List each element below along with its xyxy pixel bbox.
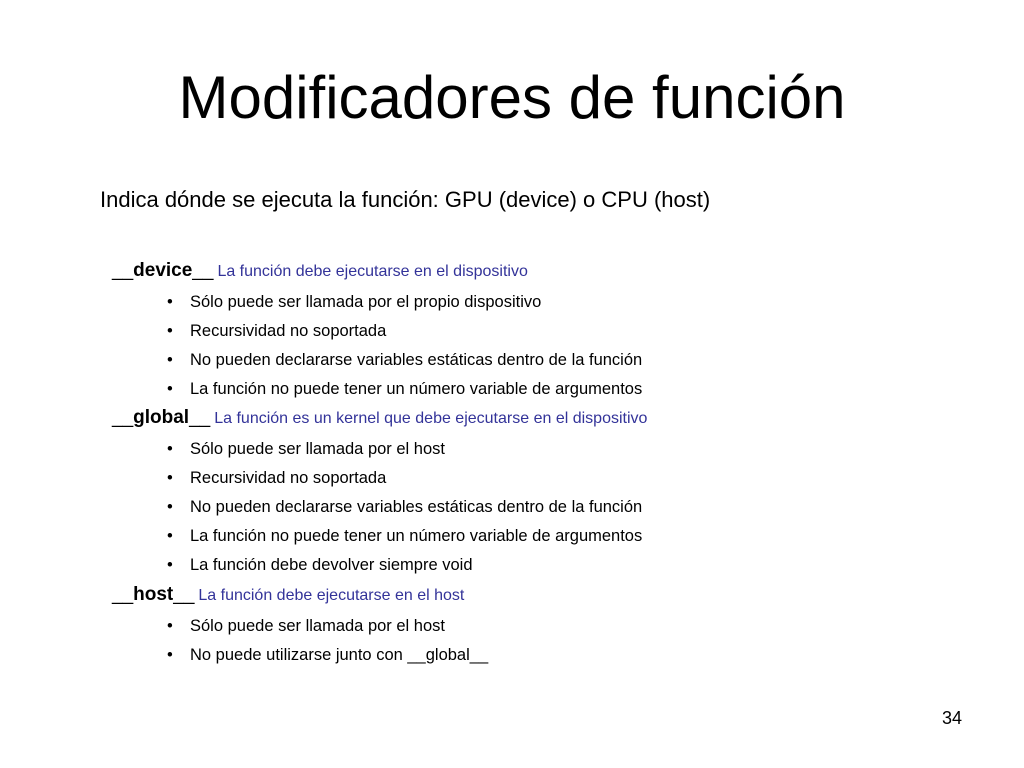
slide-title: Modificadores de función [178, 64, 846, 131]
bullet-icon: • [167, 646, 173, 664]
modifier-prefix: __ [112, 407, 134, 428]
modifier-global [112, 406, 647, 580]
list-item [112, 522, 647, 551]
modifier-name: device [133, 260, 193, 281]
modifier-suffix: __ [192, 260, 214, 281]
list-item [112, 464, 647, 493]
list-item [112, 375, 642, 404]
modifier-description: La función debe ejecutarse en el dispositivo [217, 263, 528, 280]
bullet-text: La función debe devolver siempre void [190, 556, 473, 574]
list-item [112, 612, 488, 641]
bullet-icon: • [167, 322, 173, 340]
modifier-suffix: __ [189, 407, 211, 428]
modifier-heading [112, 259, 642, 284]
page-number: 34 [941, 708, 962, 728]
list-item [112, 288, 642, 317]
bullet-text: Sólo puede ser llamada por el propio dispositivo [190, 293, 542, 311]
modifier-description: La función es un kernel que debe ejecutarse en el dispositivo [214, 410, 648, 427]
list-item [112, 317, 642, 346]
modifier-name: global [133, 407, 190, 428]
intro-text: Indica dónde se ejecuta la función: GPU (device) o CPU (host) [100, 187, 711, 212]
bullet-icon: • [167, 469, 173, 487]
list-item [112, 641, 488, 670]
bullet-icon: • [167, 617, 173, 635]
bullet-list [112, 288, 642, 404]
bullet-list [112, 612, 488, 670]
list-item [112, 435, 647, 464]
bullet-text: La función no puede tener un número variable de argumentos [190, 527, 643, 545]
bullet-text: No puede utilizarse junto con __global__ [190, 646, 489, 664]
bullet-icon: • [167, 440, 173, 458]
list-item [112, 346, 642, 375]
modifier-suffix: __ [173, 584, 195, 605]
modifier-description: La función debe ejecutarse en el host [198, 587, 465, 604]
bullet-text: Recursividad no soportada [190, 469, 387, 487]
list-item [112, 551, 647, 580]
modifier-heading [112, 406, 647, 431]
modifier-prefix: __ [112, 584, 134, 605]
modifier-name: host [133, 584, 174, 605]
bullet-text: La función no puede tener un número variable de argumentos [190, 380, 643, 398]
bullet-icon: • [167, 351, 173, 369]
bullet-text: No pueden declararse variables estáticas dentro de la función [190, 498, 643, 516]
bullet-text: Recursividad no soportada [190, 322, 387, 340]
bullet-text: Sólo puede ser llamada por el host [190, 617, 445, 635]
bullet-icon: • [167, 293, 173, 311]
bullet-icon: • [167, 380, 173, 398]
bullet-icon: • [167, 556, 173, 574]
list-item [112, 493, 647, 522]
modifier-device [112, 259, 642, 404]
modifier-prefix: __ [112, 260, 134, 281]
bullet-text: No pueden declararse variables estáticas dentro de la función [190, 351, 643, 369]
bullet-icon: • [167, 527, 173, 545]
modifier-host [112, 583, 488, 670]
modifier-heading [112, 583, 488, 608]
bullet-list [112, 435, 647, 580]
bullet-icon: • [167, 498, 173, 516]
bullet-text: Sólo puede ser llamada por el host [190, 440, 445, 458]
